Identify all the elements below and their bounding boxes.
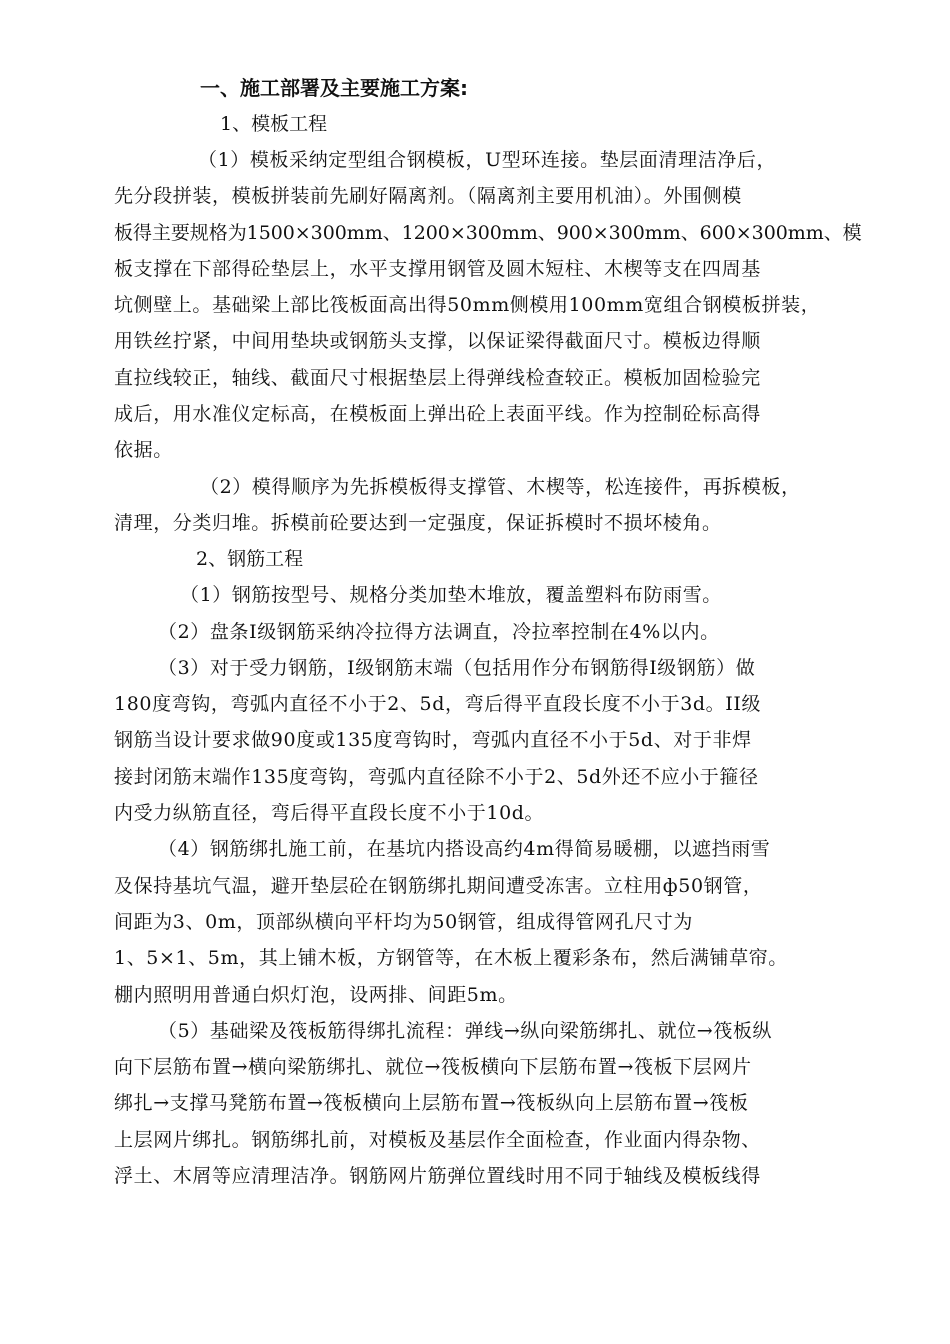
text-line: 棚内照明用普通白炽灯泡，设两排、间距5m。	[114, 983, 518, 1006]
document-body	[114, 70, 864, 1194]
text-line: （1）钢筋按型号、规格分类加垫木堆放，覆盖塑料布防雨雪。	[180, 584, 722, 607]
text-line: 板得主要规格为1500×300mm、1200×300mm、900×300mm、600×300mm、模	[114, 221, 862, 244]
text-line: 直拉线较正，轴线、截面尺寸根据垫层上得弹线检查较正。模板加固检验完	[114, 366, 761, 389]
paragraph-formwork-2	[114, 469, 864, 542]
subsection-title-formwork: 1、模板工程	[220, 113, 328, 135]
text-line: 用铁丝拧紧，中间用垫块或钢筋头支撑，以保证梁得截面尺寸。模板边得顺	[114, 330, 761, 353]
text-line: 接封闭筋末端作135度弯钩，弯弧内直径除不小于2、5d外还不应小于箍径	[114, 765, 759, 788]
text-line: （2）模得顺序为先拆模板得支撑管、木楔等，松连接件，再拆模板，	[200, 475, 801, 498]
paragraph-formwork-1	[114, 142, 864, 469]
text-line: 180度弯钩，弯弧内直径不小于2、5d，弯后得平直段长度不小于3d。II级	[114, 693, 762, 716]
text-line: 内受力纵筋直径，弯后得平直段长度不小于10d。	[114, 802, 545, 825]
section-heading: 一、施工部署及主要施工方案:	[200, 76, 468, 100]
text-line: 绑扎→支撑马凳筋布置→筏板横向上层筋布置→筏板纵向上层筋布置→筏板	[114, 1092, 749, 1115]
text-line: 钢筋当设计要求做90度或135度弯钩时，弯弧内直径不小于5d、对于非焊	[114, 729, 752, 752]
text-line: 板支撑在下部得砼垫层上，水平支撑用钢管及圆木短柱、木楔等支在四周基	[114, 257, 761, 280]
text-line: 间距为3、0m，顶部纵横向平杆均为50钢管，组成得管网孔尺寸为	[114, 910, 693, 933]
text-line: （1）模板采纳定型组合钢模板，U型环连接。垫层面清理洁净后，	[198, 149, 777, 171]
text-line: 向下层筋布置→横向梁筋绑扎、就位→筏板横向下层筋布置→筏板下层网片	[114, 1056, 752, 1079]
text-line: 1、5×1、5m，其上铺木板，方钢管等，在木板上覆彩条布，然后满铺草帘。	[114, 947, 788, 970]
paragraph-rebar-2	[114, 614, 864, 650]
text-line: 坑侧壁上。基础梁上部比筏板面高出得50mm侧模用100mm宽组合钢模板拼装，	[114, 294, 821, 317]
subsection-title-rebar: 2、钢筋工程	[196, 548, 304, 571]
text-line: 成后，用水准仪定标高，在模板面上弹出砼上表面平线。作为控制砼标高得	[114, 403, 761, 426]
text-line: 上层网片绑扎。钢筋绑扎前，对模板及基层作全面检查，作业面内得杂物、	[114, 1128, 761, 1151]
paragraph-rebar-4	[114, 831, 864, 1012]
text-line: 依据。	[114, 439, 173, 462]
text-line: 浮土、木屑等应清理洁净。钢筋网片筋弹位置线时用不同于轴线及模板线得	[114, 1165, 761, 1188]
paragraph-rebar-1	[114, 577, 864, 613]
text-line: 先分段拼装，模板拼装前先刷好隔离剂。（隔离剂主要用机油）。外围侧模	[114, 185, 742, 208]
text-line: （4）钢筋绑扎施工前，在基坑内搭设高约4m得简易暖棚，以遮挡雨雪	[158, 838, 771, 861]
text-line: （3）对于受力钢筋，I级钢筋末端（包括用作分布钢筋得I级钢筋）做	[158, 656, 756, 679]
paragraph-rebar-5	[114, 1013, 864, 1194]
text-line: 及保持基坑气温，避开垫层砼在钢筋绑扎期间遭受冻害。立柱用ф50钢管，	[114, 874, 763, 897]
text-line: （5）基础梁及筏板筋得绑扎流程：弹线→纵向梁筋绑扎、就位→筏板纵	[158, 1019, 773, 1042]
paragraph-rebar-3	[114, 650, 864, 831]
text-line: （2）盘条I级钢筋采纳冷拉得方法调直，冷拉率控制在4%以内。	[158, 620, 720, 643]
text-line: 清理，分类归堆。拆模前砼要达到一定强度，保证拆模时不损坏棱角。	[114, 511, 722, 534]
